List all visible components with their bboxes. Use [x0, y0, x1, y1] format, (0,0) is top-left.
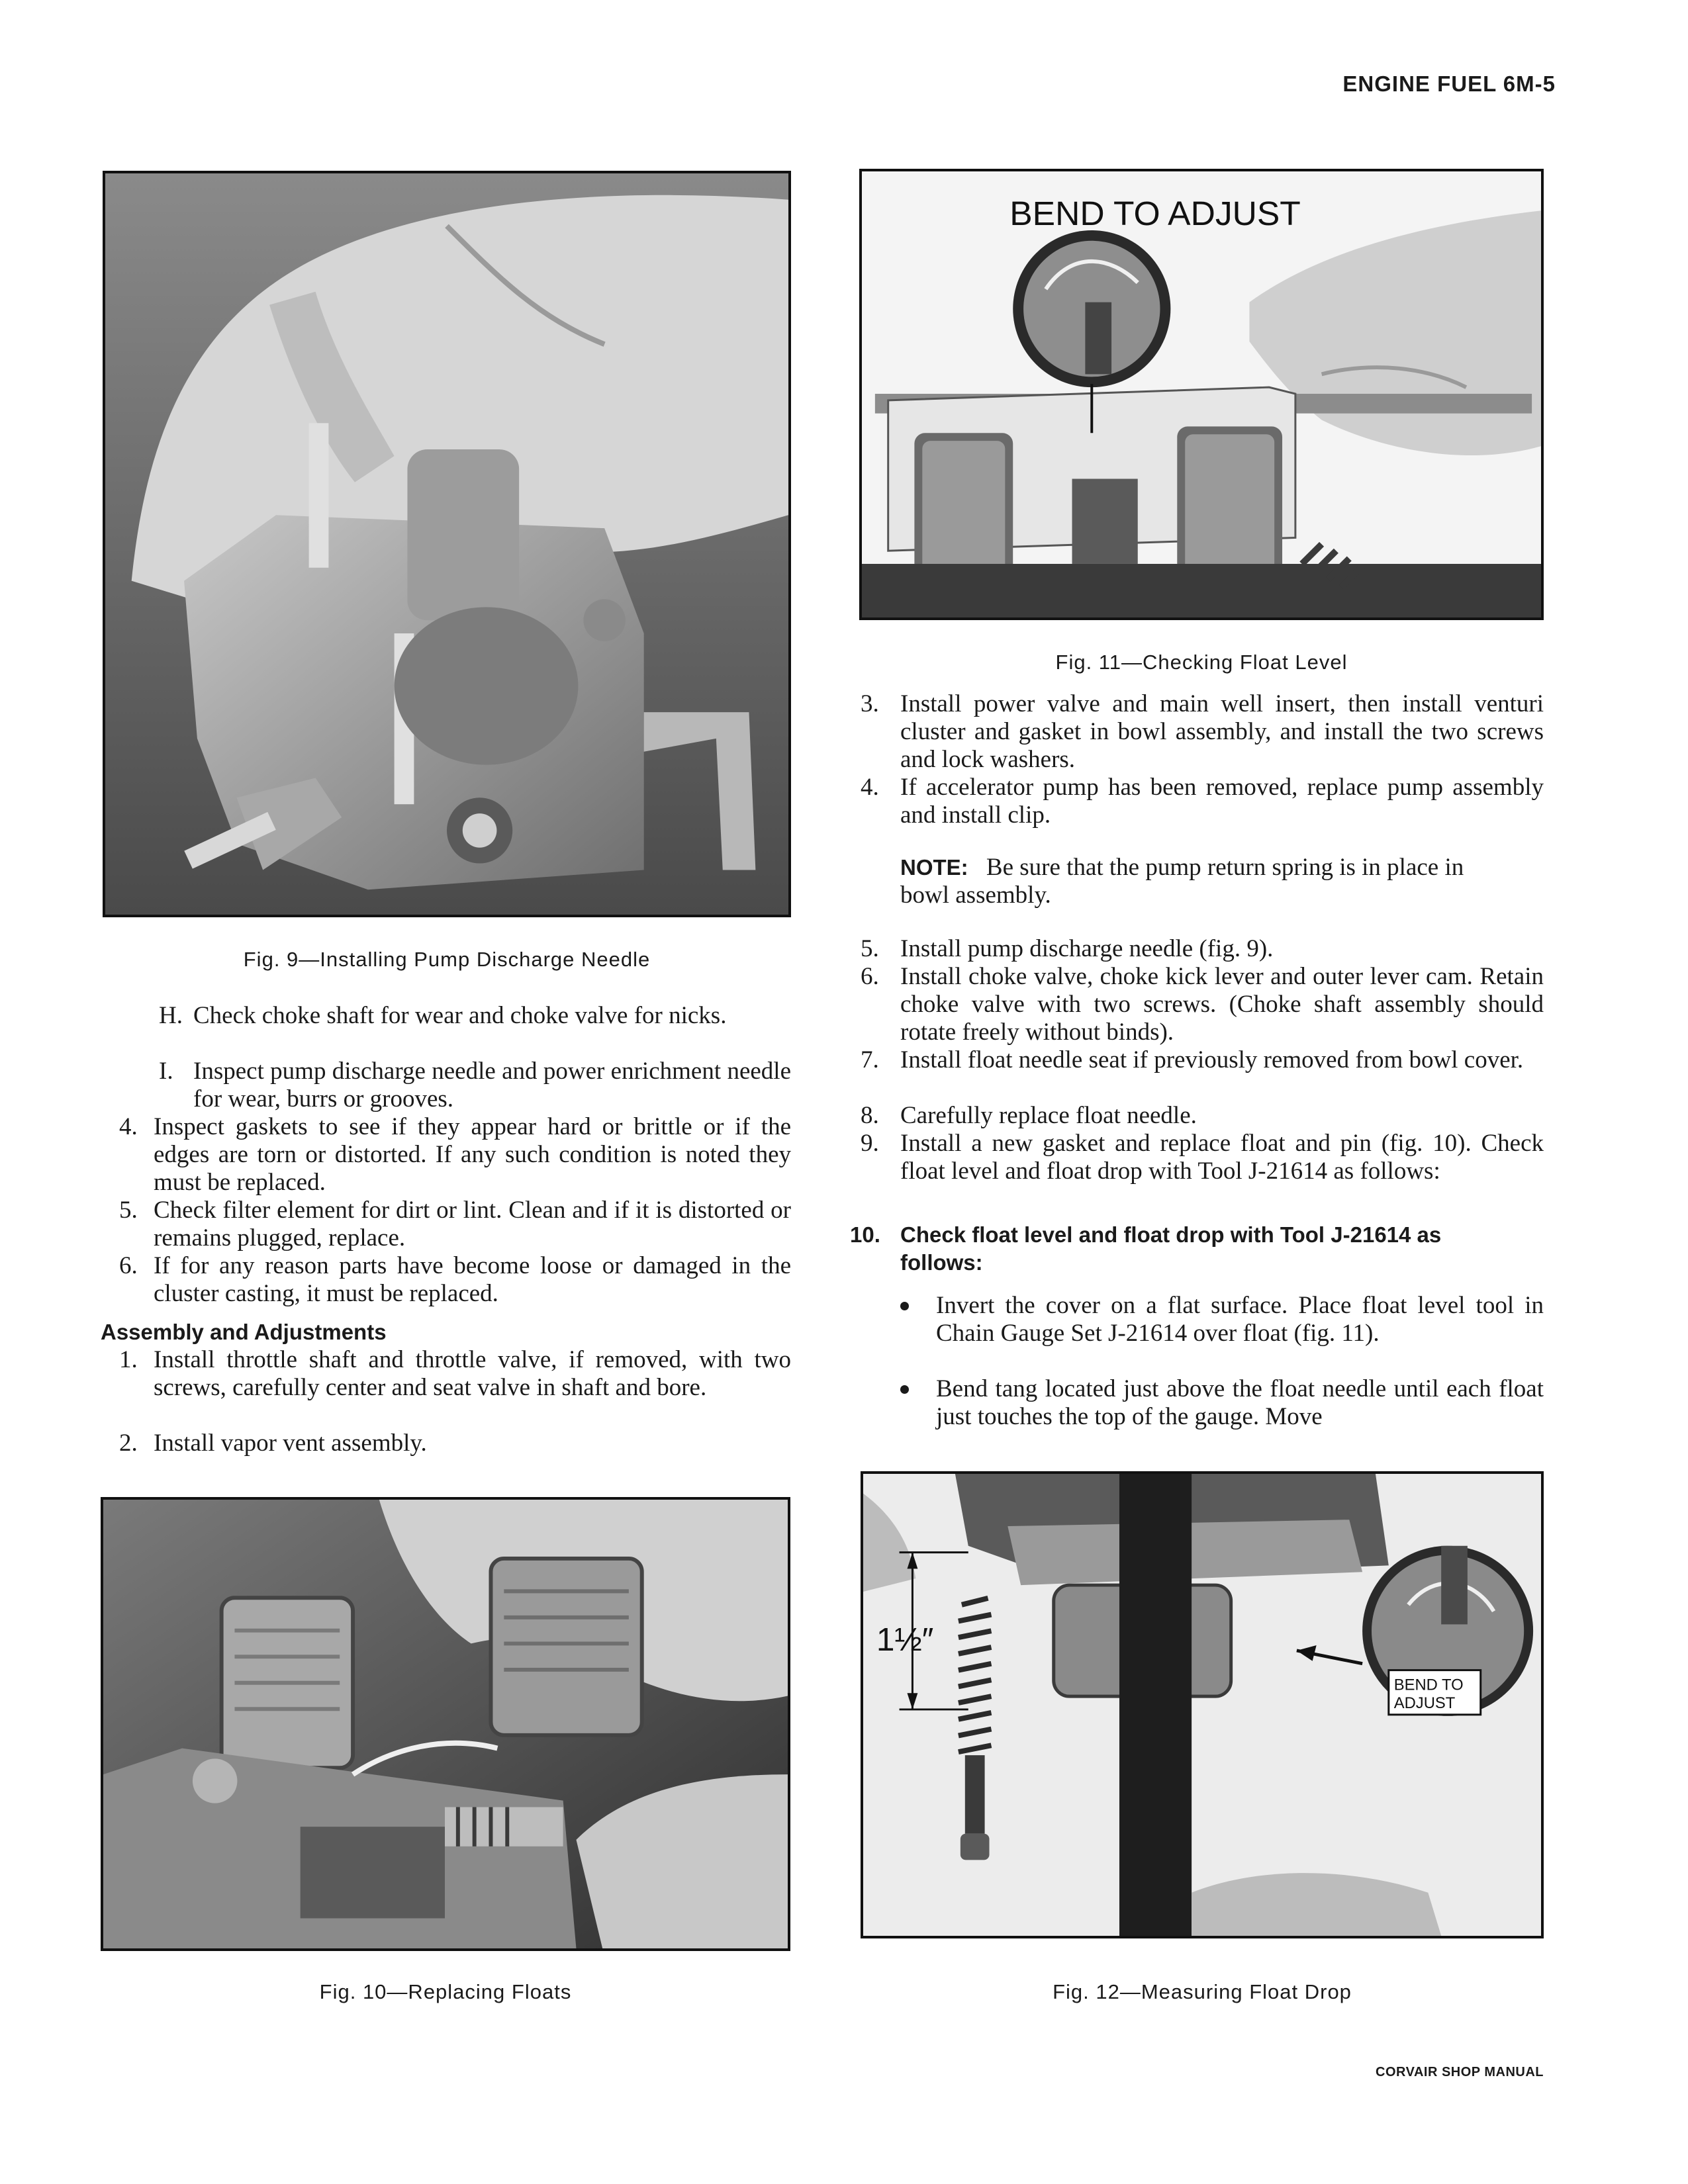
list-item-number: 4. — [119, 1113, 138, 1140]
list-item-text: Install choke valve, choke kick lever and outer lever cam. Retain choke valve with two screws. (Choke shaft assembly should rotate freely without binds). — [900, 963, 1544, 1046]
list-item-text: Inspect pump discharge needle and power enrichment needle for wear, burrs or grooves. — [193, 1058, 791, 1113]
figure-9-photo — [103, 171, 791, 917]
list-item-text: Install vapor vent assembly. — [154, 1430, 427, 1457]
list-item-number: 6. — [861, 963, 879, 990]
bullet-icon — [900, 1385, 909, 1394]
figure-12-measurement: 1½″ — [876, 1621, 934, 1658]
list-item-number: 3. — [861, 690, 879, 717]
list-item-text: Check float level and float drop with Tool J-21614 as follows: — [900, 1222, 1442, 1275]
list-item — [861, 774, 1544, 829]
bullet-item — [900, 1375, 1544, 1431]
list-item-text: If accelerator pump has been removed, replace pump assembly and install clip. — [900, 774, 1544, 829]
list-item-text: If for any reason parts have become loose or damaged in the cluster casting, it must be replaced. — [154, 1252, 791, 1307]
list-item-text: Carefully replace float needle. — [900, 1102, 1197, 1129]
figure-12-photo — [861, 1471, 1544, 1938]
list-item-text: Inspect gaskets to see if they appear hard or brittle or if the edges are torn or distorted. If any such condition is noted they must be replaced. — [154, 1113, 791, 1196]
list-item-number: 6. — [119, 1252, 138, 1279]
list-item-number: 10. — [850, 1222, 880, 1247]
section-heading: Assembly and Adjustments — [101, 1320, 387, 1344]
list-item-step-10 — [850, 1221, 1544, 1277]
list-item-number: 5. — [119, 1197, 138, 1224]
bullet-item — [900, 1292, 1544, 1375]
list-item — [861, 690, 1544, 774]
list-item-text: Install pump discharge needle (fig. 9). — [900, 935, 1274, 962]
figure-11-label: BEND TO ADJUST — [1009, 194, 1301, 233]
bullet-text: Invert the cover on a flat surface. Place float level tool in Chain Gauge Set J-21614 over float (fig. 11). — [936, 1292, 1544, 1347]
list-item-number: 4. — [861, 774, 879, 801]
list-item — [861, 935, 1544, 963]
list-item-number: 8. — [861, 1102, 879, 1129]
figure-9-caption: Fig. 9—Installing Pump Discharge Needle — [243, 948, 651, 971]
page-header-title: ENGINE FUEL 6M-5 — [1342, 71, 1556, 96]
list-item-number: I. — [159, 1058, 173, 1085]
list-item — [861, 1102, 1544, 1130]
figure-12-caption: Fig. 12—Measuring Float Drop — [1053, 1980, 1352, 2003]
figure-10-caption: Fig. 10—Replacing Floats — [319, 1980, 572, 2003]
list-item-text: Check choke shaft for wear and choke valve for nicks. — [193, 1002, 727, 1029]
list-item — [119, 1430, 791, 1457]
list-item-text: Install throttle shaft and throttle valve, if removed, with two screws, carefully center and seat valve in shaft and bore. — [154, 1346, 791, 1401]
list-item — [119, 1252, 791, 1308]
list-item-number: 1. — [119, 1346, 138, 1373]
list-item-text: Check filter element for dirt or lint. Clean and if it is distorted or remains plugged, replace. — [154, 1197, 791, 1251]
page-footer: CORVAIR SHOP MANUAL — [1376, 2065, 1544, 2079]
list-item — [119, 1346, 791, 1430]
list-item-number: H. — [159, 1002, 183, 1029]
list-item-number: 2. — [119, 1430, 138, 1457]
bullet-icon — [900, 1302, 909, 1310]
figure-11-photo — [859, 169, 1544, 620]
list-item — [861, 1046, 1544, 1102]
figure-12-label-line1: BEND TO — [1393, 1676, 1464, 1694]
list-item — [861, 963, 1544, 1046]
figure-12-label-line2: ADJUST — [1393, 1694, 1456, 1712]
list-item-text: Install float needle seat if previously removed from bowl cover. — [900, 1046, 1524, 1073]
list-item-number: 7. — [861, 1046, 879, 1073]
list-item — [119, 1197, 791, 1252]
list-item — [119, 1113, 791, 1197]
bullet-text: Bend tang located just above the float needle until each float just touches the top of the gauge. Move — [936, 1375, 1544, 1430]
figure-10-photo — [101, 1497, 790, 1951]
note-text: Be sure that the pump return spring is in place in bowl assembly. — [900, 854, 1464, 909]
list-item-text: Install a new gasket and replace float and pin (fig. 10). Check float level and float drop with Tool J-21614 as follows: — [900, 1130, 1544, 1185]
note-block — [900, 854, 1509, 909]
list-item — [159, 1002, 791, 1058]
note-label: NOTE: — [900, 855, 968, 880]
list-item-text: Install power valve and main well insert, then install venturi cluster and gasket in bowl assembly, and install the two screws and lock washers. — [900, 690, 1544, 773]
list-item — [861, 1130, 1544, 1213]
list-item — [159, 1058, 791, 1113]
figure-11-caption: Fig. 11—Checking Float Level — [1055, 651, 1348, 674]
list-item-number: 9. — [861, 1130, 879, 1157]
list-item-number: 5. — [861, 935, 879, 962]
